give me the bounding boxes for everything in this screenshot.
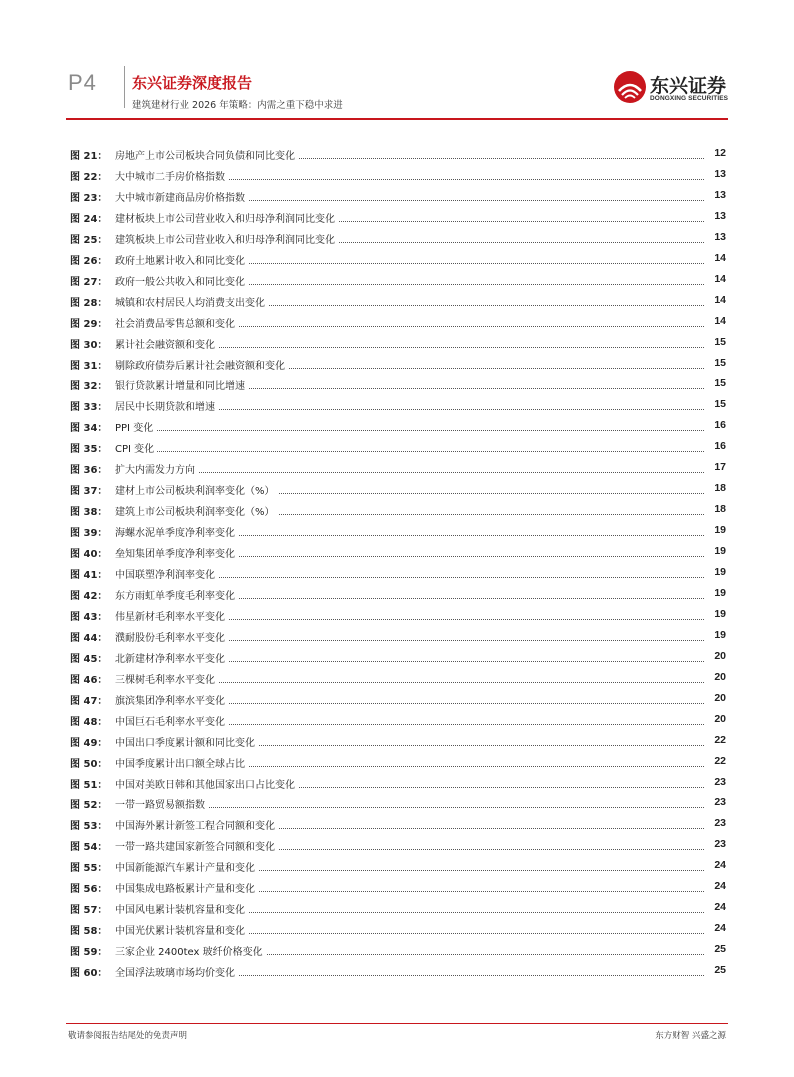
toc-figure-title: 剔除政府债券后累计社会融资额和变化 — [115, 357, 288, 372]
toc-figure-label: 图 40： — [70, 549, 108, 561]
toc-figure-title: 社会消费品零售总额和变化 — [115, 315, 238, 330]
toc-page-number: 19 — [711, 587, 726, 599]
toc-entry[interactable] — [70, 962, 726, 983]
toc-figure-label: 图 48： — [70, 716, 108, 728]
toc-figure-label: 图 34： — [70, 423, 108, 435]
toc-figure-label: 图 57： — [70, 905, 108, 917]
footer-rule — [66, 1023, 728, 1024]
toc-entry[interactable] — [70, 648, 726, 669]
toc-figure-title: 全国浮法玻璃市场均价变化 — [115, 964, 238, 979]
toc-figure-label: 图 49： — [70, 737, 108, 749]
toc-page-number: 22 — [711, 734, 726, 746]
toc-page-number: 16 — [711, 419, 726, 431]
toc-figure-title: PPI 变化 — [115, 419, 156, 434]
toc-entry[interactable] — [70, 857, 726, 878]
toc-page-number: 13 — [711, 168, 726, 180]
toc-figure-label: 图 36： — [70, 465, 108, 477]
toc-entry[interactable] — [70, 711, 726, 732]
toc-entry[interactable] — [70, 459, 726, 480]
toc-figure-label: 图 27： — [70, 276, 108, 288]
toc-page-number: 19 — [711, 629, 726, 641]
toc-figure-title: 一带一路共建国家新签合同额和变化 — [115, 838, 278, 853]
toc-entry[interactable] — [70, 187, 726, 208]
toc-page-number: 12 — [711, 147, 726, 159]
toc-figure-title: 中国集成电路板累计产量和变化 — [115, 880, 258, 895]
toc-page-number: 24 — [711, 880, 726, 892]
toc-page-number: 24 — [711, 859, 726, 871]
toc-figure-label: 图 37： — [70, 486, 108, 498]
toc-entry[interactable] — [70, 501, 726, 522]
toc-figure-title: 房地产上市公司板块合同负债和同比变化 — [115, 147, 298, 162]
toc-figure-label: 图 30： — [70, 339, 108, 351]
toc-figure-title: 三家企业 2400tex 玻纤价格变化 — [115, 943, 266, 958]
toc-page-number: 19 — [711, 566, 726, 578]
toc-page-number: 23 — [711, 796, 726, 808]
toc-entry[interactable] — [70, 543, 726, 564]
toc-page-number: 20 — [711, 692, 726, 704]
toc-figure-title: 北新建材净利率水平变化 — [115, 650, 228, 665]
toc-entry[interactable] — [70, 836, 726, 857]
toc-page-number: 14 — [711, 273, 726, 285]
toc-figure-label: 图 56： — [70, 884, 108, 896]
toc-figure-label: 图 31： — [70, 360, 108, 372]
toc-page-number: 16 — [711, 440, 726, 452]
toc-page-number: 25 — [711, 964, 726, 976]
toc-figure-title: 东方雨虹单季度毛利率变化 — [115, 587, 238, 602]
toc-entry[interactable] — [70, 899, 726, 920]
toc-figure-label: 图 21： — [70, 151, 108, 162]
toc-entry[interactable] — [70, 941, 726, 962]
toc-entry[interactable] — [70, 313, 726, 334]
toc-figure-label: 图 60： — [70, 968, 108, 980]
toc-entry[interactable] — [70, 145, 726, 166]
toc-page-number: 20 — [711, 650, 726, 662]
footer-disclaimer: 敬请参阅报告结尾处的免责声明 — [68, 1031, 188, 1041]
toc-figure-title: 中国光伏累计装机容量和变化 — [115, 922, 248, 937]
toc-figure-label: 图 39： — [70, 528, 108, 540]
toc-entry[interactable] — [70, 355, 726, 376]
toc-page-number: 14 — [711, 252, 726, 264]
toc-figure-label: 图 38： — [70, 507, 108, 519]
page-header — [0, 0, 794, 122]
toc-figure-label: 图 46： — [70, 674, 108, 686]
toc-figure-label: 图 59： — [70, 947, 108, 959]
toc-entry[interactable] — [70, 334, 726, 355]
toc-figure-title: 中国对美欧日韩和其他国家出口占比变化 — [115, 776, 298, 791]
toc-entry[interactable] — [70, 585, 726, 606]
toc-figure-title: 累计社会融资额和变化 — [115, 336, 218, 351]
toc-dot-leader — [115, 451, 704, 452]
toc-figure-label: 图 51： — [70, 779, 108, 791]
toc-page-number: 15 — [711, 336, 726, 348]
toc-page-number: 23 — [711, 776, 726, 788]
toc-page-number: 24 — [711, 901, 726, 913]
toc-entry[interactable] — [70, 774, 726, 795]
toc-entry[interactable] — [70, 417, 726, 438]
toc-page-number: 20 — [711, 713, 726, 725]
header-divider — [124, 66, 125, 108]
toc-page-number: 19 — [711, 545, 726, 557]
toc-figure-label: 图 47： — [70, 695, 108, 707]
toc-entry[interactable] — [70, 815, 726, 836]
toc-figure-label: 图 44： — [70, 632, 108, 644]
toc-page-number: 18 — [711, 503, 726, 515]
toc-page-number: 18 — [711, 482, 726, 494]
toc-entry[interactable] — [70, 375, 726, 396]
toc-entry[interactable] — [70, 250, 726, 271]
toc-figure-title: 大中城市新建商品房价格指数 — [115, 189, 248, 204]
toc-figure-title: 建材板块上市公司营业收入和归母净利润同比变化 — [115, 210, 338, 225]
toc-figure-label: 图 43： — [70, 611, 108, 623]
toc-entry[interactable] — [70, 480, 726, 501]
toc-figure-title: 中国新能源汽车累计产量和变化 — [115, 859, 258, 874]
toc-page-number: 24 — [711, 922, 726, 934]
toc-page-number: 13 — [711, 189, 726, 201]
toc-figure-title: 旗滨集团净利率水平变化 — [115, 692, 228, 707]
toc-figure-title: 建筑上市公司板块利润率变化（%） — [115, 503, 278, 518]
toc-figure-title: 中国风电累计装机容量和变化 — [115, 901, 248, 916]
toc-figure-label: 图 50： — [70, 758, 108, 770]
toc-page-number: 15 — [711, 398, 726, 410]
toc-dot-leader — [115, 472, 704, 473]
footer-slogan: 东方财智 兴盛之源 — [655, 1031, 726, 1041]
toc-page-number: 15 — [711, 357, 726, 369]
toc-entry[interactable] — [70, 522, 726, 543]
toc-figure-label: 图 33： — [70, 402, 108, 414]
toc-entry[interactable] — [70, 753, 726, 774]
logo-name-cn: 东兴证券 — [650, 75, 727, 97]
toc-figure-label: 图 26： — [70, 255, 108, 267]
toc-figure-title: 政府土地累计收入和同比变化 — [115, 252, 248, 267]
toc-figure-label: 图 42： — [70, 590, 108, 602]
toc-dot-leader — [115, 430, 704, 431]
toc-page-number: 15 — [711, 377, 726, 389]
toc-figure-title: 大中城市二手房价格指数 — [115, 168, 228, 183]
toc-entry[interactable] — [70, 166, 726, 187]
toc-entry[interactable] — [70, 606, 726, 627]
toc-figure-title: 三棵树毛利率水平变化 — [115, 671, 218, 686]
toc-entry[interactable] — [70, 920, 726, 941]
toc-page-number: 25 — [711, 943, 726, 955]
toc-figure-label: 图 22： — [70, 171, 108, 183]
toc-figure-label: 图 52： — [70, 800, 108, 812]
toc-figure-label: 图 32： — [70, 381, 108, 393]
toc-figure-label: 图 55： — [70, 863, 108, 875]
toc-entry[interactable] — [70, 271, 726, 292]
toc-page-number: 19 — [711, 524, 726, 536]
toc-page-number: 23 — [711, 838, 726, 850]
toc-page-number: 23 — [711, 817, 726, 829]
toc-page-number: 20 — [711, 671, 726, 683]
toc-figure-title: 中国季度累计出口额全球占比 — [115, 755, 248, 770]
toc-page-number: 19 — [711, 608, 726, 620]
page-number: P4 — [68, 70, 97, 95]
toc-figure-title: 银行贷款累计增量和同比增速 — [115, 377, 248, 392]
report-subtitle: 建筑建材行业 2026 年策略：内需之重下稳中求进 — [132, 100, 343, 111]
toc-figure-title: 建材上市公司板块利润率变化（%） — [115, 482, 278, 497]
logo-name-en: DONGXING SECURITIES — [650, 95, 729, 102]
toc-figure-label: 图 24： — [70, 213, 108, 225]
toc-figure-title: 政府一般公共收入和同比变化 — [115, 273, 248, 288]
toc-figure-title: 伟星新材毛利率水平变化 — [115, 608, 228, 623]
toc-page-number: 14 — [711, 315, 726, 327]
company-logo — [612, 69, 732, 107]
toc-figure-title: 海螺水泥单季度净利率变化 — [115, 524, 238, 539]
logo-mark-icon — [612, 69, 648, 105]
toc-entry[interactable] — [70, 669, 726, 690]
toc-entry[interactable] — [70, 732, 726, 753]
toc-entry[interactable] — [70, 564, 726, 585]
report-type-title: 东兴证券深度报告 — [132, 74, 253, 92]
toc-figure-label: 图 54： — [70, 842, 108, 854]
toc-page-number: 22 — [711, 755, 726, 767]
toc-figure-label: 图 41： — [70, 570, 108, 581]
toc-figure-title: 中国海外累计新签工程合同额和变化 — [115, 817, 278, 832]
toc-figure-title: 城镇和农村居民人均消费支出变化 — [115, 294, 268, 309]
toc-entry[interactable] — [70, 794, 726, 815]
toc-figure-label: 图 28： — [70, 297, 108, 309]
toc-figure-title: 居民中长期贷款和增速 — [115, 398, 218, 413]
header-rule — [66, 118, 728, 120]
toc-figure-title: 濮耐股份毛利率水平变化 — [115, 629, 228, 644]
toc-figure-title: 一带一路贸易额指数 — [115, 796, 208, 811]
toc-page-number: 17 — [711, 461, 726, 473]
toc-figure-label: 图 53： — [70, 821, 108, 833]
toc-page-number: 13 — [711, 210, 726, 222]
toc-entry[interactable] — [70, 878, 726, 899]
toc-page-number: 14 — [711, 294, 726, 306]
toc-figure-label: 图 45： — [70, 653, 108, 665]
toc-figure-label: 图 58： — [70, 926, 108, 938]
toc-entry[interactable] — [70, 690, 726, 711]
toc-entry[interactable] — [70, 627, 726, 648]
toc-entry[interactable] — [70, 438, 726, 459]
toc-figure-label: 图 25： — [70, 234, 108, 246]
toc-entry[interactable] — [70, 229, 726, 250]
toc-entry[interactable] — [70, 208, 726, 229]
toc-entry[interactable] — [70, 292, 726, 313]
toc-page-number: 13 — [711, 231, 726, 243]
toc-figure-label: 图 23： — [70, 192, 108, 204]
toc-figure-title: 扩大内需发力方向 — [115, 461, 198, 476]
toc-entry[interactable] — [70, 396, 726, 417]
toc-figure-title: 中国出口季度累计额和同比变化 — [115, 734, 258, 749]
toc-figure-label: 图 35： — [70, 444, 108, 456]
toc-figure-title: 垒知集团单季度净利率变化 — [115, 545, 238, 560]
toc-figure-title: 中国联塑净利润率变化 — [115, 566, 218, 581]
toc-figure-title: CPI 变化 — [115, 440, 157, 455]
toc-figure-title: 建筑板块上市公司营业收入和归母净利润同比变化 — [115, 231, 338, 246]
toc-figure-title: 中国巨石毛利率水平变化 — [115, 713, 228, 728]
toc-figure-label: 图 29： — [70, 318, 108, 330]
